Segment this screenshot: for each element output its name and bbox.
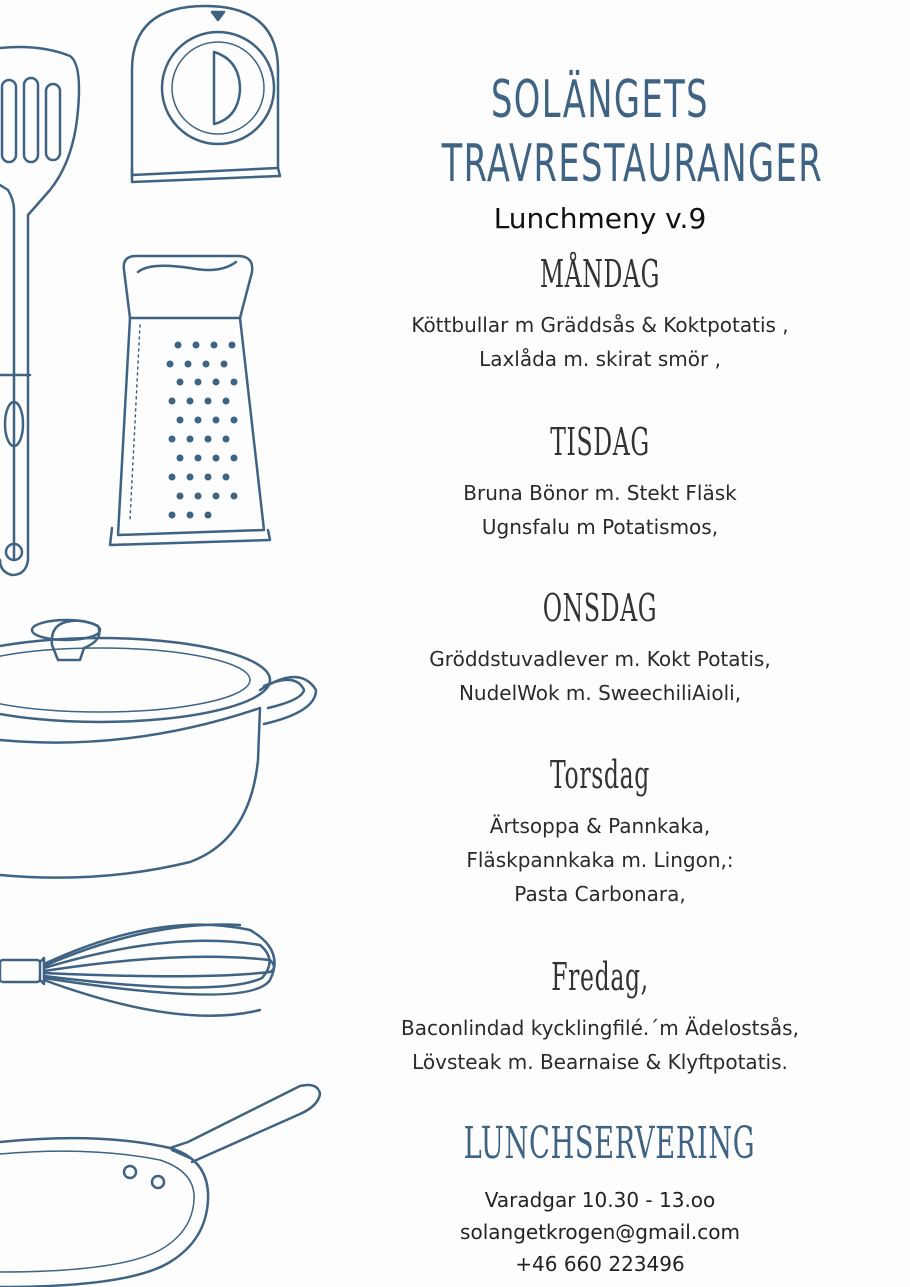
- menu-item: Gröddstuvadlever m. Kokt Potatis,: [429, 647, 771, 671]
- restaurant-name-line1: SOLÄNGETS: [490, 70, 710, 130]
- lunch-service-title: LUNCHSERVERING: [463, 1118, 756, 1169]
- day-section-friday: [380, 955, 820, 1079]
- menu-item: Lövsteak m. Bearnaise & Klyftpotatis.: [412, 1050, 788, 1074]
- lunch-service-section: [380, 1118, 820, 1280]
- contact-email[interactable]: solangetkrogen@gmail.com: [460, 1220, 740, 1244]
- spatula-icon: [0, 47, 79, 575]
- menu-item: Ugnsfalu m Potatismos,: [481, 515, 719, 539]
- menu-subtitle: Lunchmeny v.9: [493, 202, 707, 235]
- day-heading: MÅNDAG: [539, 252, 661, 296]
- frying-pan-icon: [0, 1085, 320, 1287]
- whisk-icon: [0, 925, 275, 1016]
- menu-item: NudelWok m. SweechiliAioli,: [458, 681, 742, 705]
- day-section-monday: [380, 252, 820, 376]
- day-heading: TISDAG: [550, 420, 650, 464]
- day-section-thursday: [380, 753, 820, 911]
- pot-icon: [0, 620, 316, 878]
- menu-item: Baconlindad kycklingfilé.´m Ädelostsås,: [401, 1016, 799, 1040]
- menu-item: Bruna Bönor m. Stekt Fläsk: [463, 481, 737, 505]
- day-heading: ONSDAG: [542, 586, 658, 630]
- menu-item: Ärtsoppa & Pannkaka,: [489, 814, 711, 838]
- menu-item: Laxlåda m. skirat smör ,: [479, 347, 721, 371]
- kitchen-timer-icon: [132, 6, 280, 182]
- menu-item: Pasta Carbonara,: [514, 882, 686, 906]
- menu-header: [380, 68, 824, 236]
- day-heading: Torsdag: [550, 753, 650, 797]
- day-section-wednesday: [380, 586, 820, 710]
- menu-item: Fläskpannkaka m. Lingon,:: [466, 848, 734, 872]
- contact-phone[interactable]: +46 660 223496: [515, 1252, 685, 1276]
- restaurant-name-line2: TRAVRESTAURANGER: [441, 134, 824, 194]
- day-heading: Fredag,: [551, 955, 649, 999]
- menu-item: Köttbullar m Gräddsås & Koktpotatis ,: [411, 313, 789, 337]
- grater-icon: [110, 256, 270, 545]
- day-section-tuesday: [380, 420, 820, 544]
- opening-hours: Varadgar 10.30 - 13.oo: [484, 1188, 716, 1212]
